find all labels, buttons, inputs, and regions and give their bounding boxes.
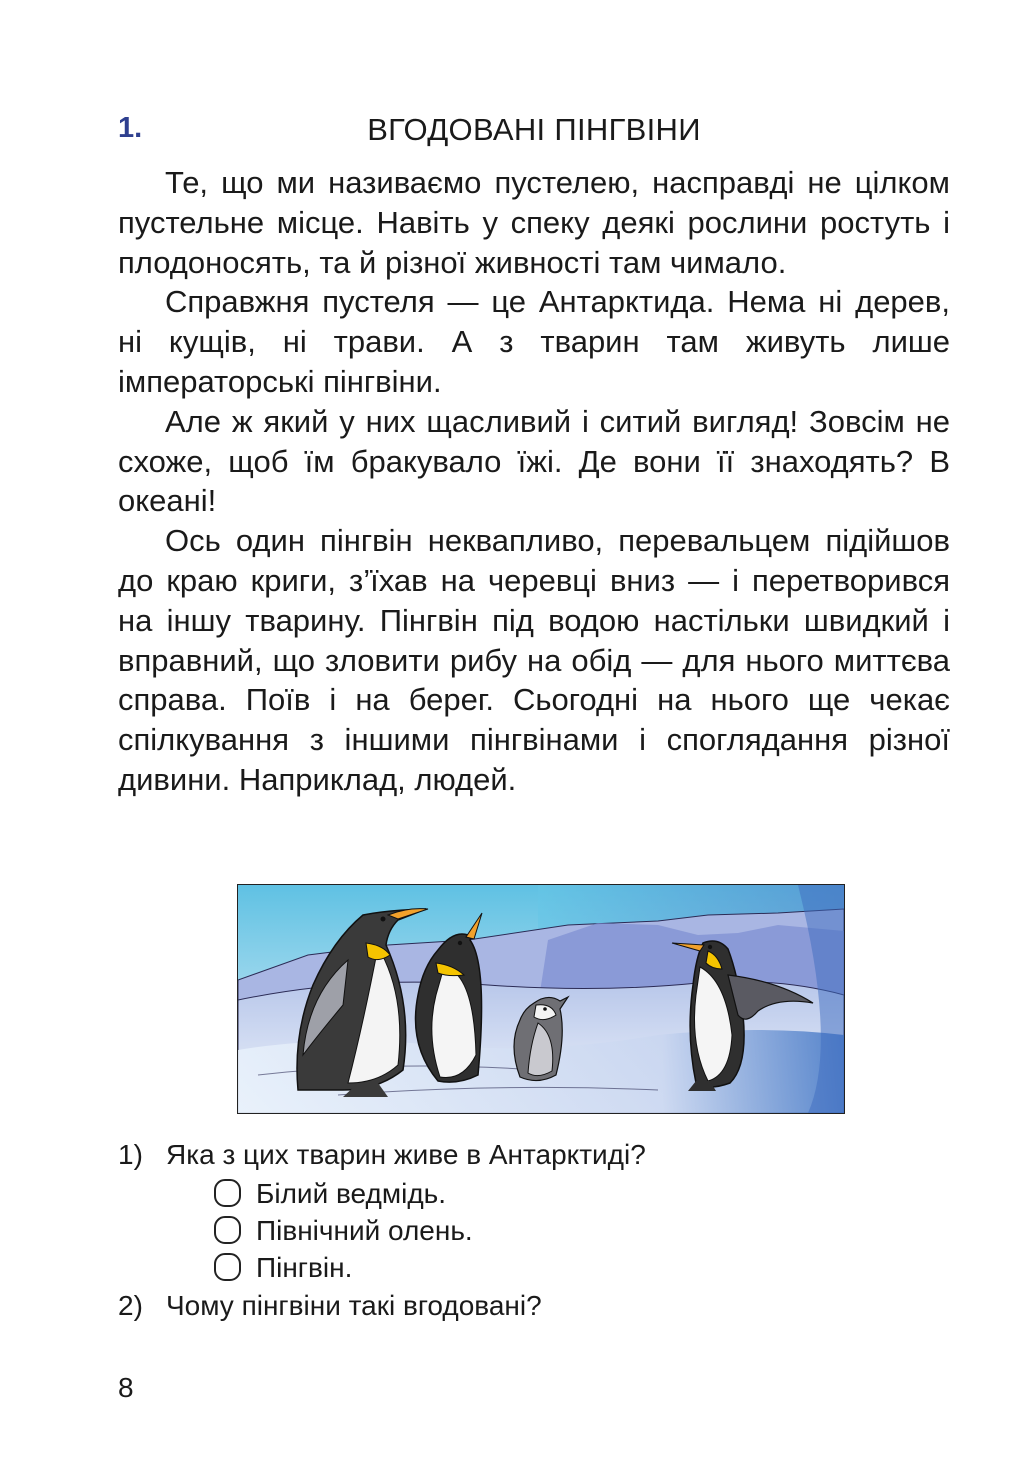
question-text: Чому пінгвіни такі вгодовані? [166, 1290, 542, 1321]
question-number: 1) [118, 1139, 143, 1170]
answer-label: Північний олень. [256, 1215, 473, 1246]
answer-checkbox[interactable] [214, 1253, 241, 1281]
question-text: Яка з цих тварин живе в Антарктиді? [166, 1139, 646, 1170]
story-paragraph: Ось один пінгвін неквапливо, перевальцем підійшов до краю криги, з’їхав на черевці вниз — і перетворився на іншу тварину. Пінгвін під водою настільки швидкий і вправний, що зловити рибу на обід — для нього миттєва справа. Поїв і на берег. Сьогодні на нього ще чекає спілкування з іншими пінгвінами і споглядання різної дивини. Наприклад, людей. [118, 523, 950, 797]
question-number: 2) [118, 1290, 143, 1321]
exercise-number: 1. [118, 112, 143, 144]
questions-block [118, 1135, 950, 1326]
question-1 [118, 1135, 950, 1175]
question-2 [118, 1286, 950, 1326]
story-title: ВГОДОВАНІ ПІНГВІНИ [367, 112, 701, 147]
penguins-illustration [237, 884, 845, 1114]
answer-option[interactable] [214, 1249, 950, 1286]
exercise-heading [118, 112, 950, 156]
story-paragraph: Але ж який у них щасливий і ситий вигляд! Зовсім не схоже, щоб їм бракувало їжі. Де вони її знаходять? В океані! [118, 403, 950, 519]
answer-label: Пінгвін. [256, 1252, 353, 1283]
story-paragraph: Те, що ми називаємо пустелею, насправді не цілком пустельне місце. Навіть у спеку деякі рослини ростуть і плодоносять, та й різної живності там чимало. [118, 165, 950, 280]
story-text [118, 163, 950, 800]
answer-label: Білий ведмідь. [256, 1178, 447, 1209]
answer-checkbox[interactable] [214, 1179, 241, 1207]
penguins-picture [238, 885, 844, 1113]
story-paragraph: Справжня пустеля — це Антарктида. Нема ні дерев, ні кущів, ні трави. А з тварин там живуть лише імператорські пінгвіни. [118, 284, 950, 399]
answer-checkbox[interactable] [214, 1216, 241, 1244]
answer-option[interactable] [214, 1212, 950, 1249]
answer-option[interactable] [214, 1175, 950, 1212]
page-number: 8 [118, 1372, 134, 1403]
